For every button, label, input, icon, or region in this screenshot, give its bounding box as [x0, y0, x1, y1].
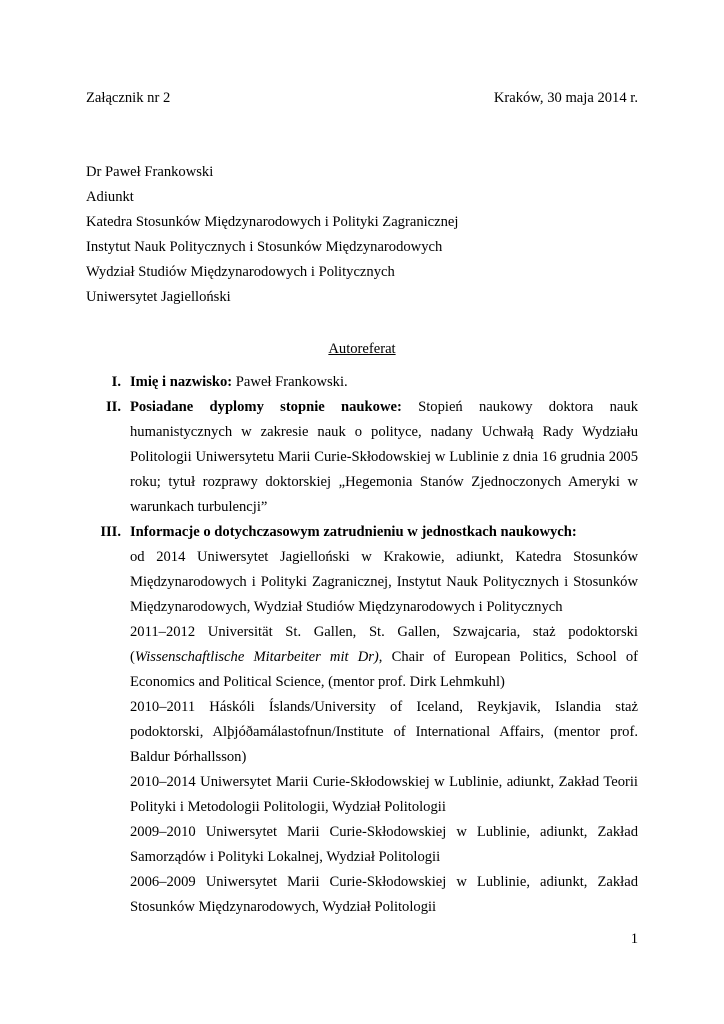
employment-entry: 2006–2009 Uniwersytet Marii Curie-Skłodowskiej w Lublinie, adiunkt, Zakład Stosunków Międzynarodowych, Wydział Politologii	[130, 874, 638, 915]
section-text: Stopień naukowy doktora nauk humanistycznych w zakresie nauk o polityce, nadany Uchwałą Rady Wydziału Politologii Uniwersytetu Marii Curie-Skłodowskiej w Lublinie z dnia 16 grudnia 2005 roku; tytuł rozprawy doktorskiej „Hegemonia Stanów Zjednoczonych Ameryki w warunkach turbulencji”	[130, 399, 638, 515]
entry-text: 2011–2012 Universität St. Gallen, St. Gallen, Szwajcaria, staż podoktorski (	[130, 624, 638, 665]
employment-entry: 2010–2014 Uniwersytet Marii Curie-Skłodowskiej w Lublinie, adiunkt, Zakład Teorii Polityki i Metodologii Politologii, Wydział Politologii	[130, 774, 638, 815]
entry-text: , Chair of European Politics, School of Economics and Political Science, (mentor prof. Dirk Lehmkuhl)	[130, 649, 638, 690]
sections	[86, 370, 638, 920]
section-label: Imię i nazwisko:	[130, 374, 233, 390]
section-name	[86, 370, 638, 395]
section-label: Informacje o dotychczasowym zatrudnieniu w jednostkach naukowych:	[130, 524, 577, 540]
author-faculty: Wydział Studiów Międzynarodowych i Politycznych	[86, 264, 395, 280]
employment-entry	[130, 620, 638, 695]
section-degrees	[86, 395, 638, 520]
section-number: III.	[100, 524, 121, 540]
attachment-label: Załącznik nr 2	[86, 90, 171, 106]
employment-entry: od 2014 Uniwersytet Jagielloński w Krakowie, adiunkt, Katedra Stosunków Międzynarodowych i Polityki Zagranicznej, Instytut Nauk Politycznych i Stosunków Międzynarodowych, Wydział Studiów Międzynarodowych i Politycznych	[130, 549, 638, 615]
place-and-date: Kraków, 30 maja 2014 r.	[493, 90, 638, 106]
document-header	[86, 86, 638, 111]
section-number: I.	[111, 374, 121, 390]
page-number: 1	[630, 931, 638, 947]
section-label: Posiadane dyplomy stopnie naukowe:	[130, 399, 402, 415]
author-name: Dr Paweł Frankowski	[86, 164, 214, 180]
author-university: Uniwersytet Jagielloński	[86, 289, 231, 305]
section-employment	[86, 520, 638, 920]
author-position: Adiunkt	[86, 189, 134, 205]
section-number: II.	[105, 399, 121, 415]
entry-italic-text: Wissenschaftlische Mitarbeiter mit Dr)	[134, 649, 379, 665]
author-institute: Instytut Nauk Politycznych i Stosunków Międzynarodowych	[86, 239, 443, 255]
author-department: Katedra Stosunków Międzynarodowych i Polityki Zagranicznej	[86, 214, 459, 230]
author-block	[86, 160, 638, 310]
employment-entry: 2009–2010 Uniwersytet Marii Curie-Skłodowskiej w Lublinie, adiunkt, Zakład Samorządów i Polityki Lokalnej, Wydział Politologii	[130, 824, 638, 865]
document-title	[0, 337, 724, 362]
employment-entry: 2010–2011 Háskóli Íslands/University of Iceland, Reykjavik, Islandia staż podoktorski, Alþjóðamálastofnun/Institute of International Affairs, (mentor prof. Baldur Þórhallsson)	[130, 699, 638, 765]
section-text: Paweł Frankowski.	[232, 374, 348, 390]
document-title-text: Autoreferat	[328, 341, 396, 357]
